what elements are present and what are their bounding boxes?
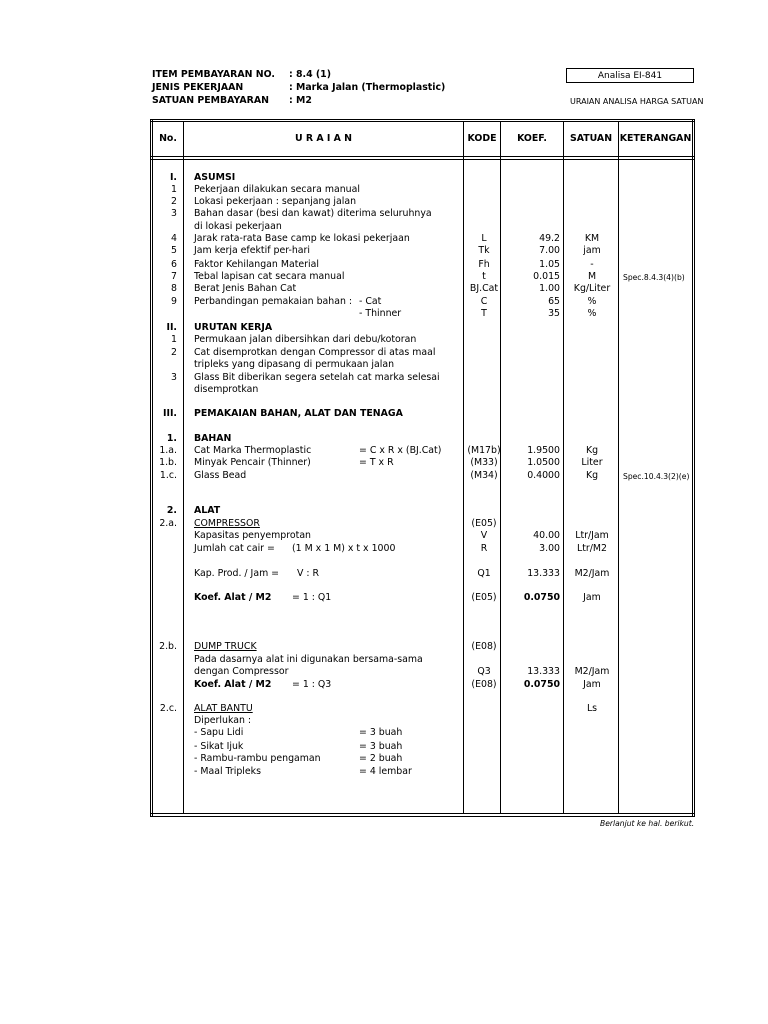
dump-truck-koef-label: Koef. Alat / M2: [194, 679, 272, 690]
satuan-pembayaran-label: SATUAN PEMBAYARAN: [152, 95, 269, 106]
asumsi-row-satuan: %: [587, 296, 597, 307]
bahan-row-kode: (M33): [470, 457, 498, 468]
kapasitas-satuan: Ltr/Jam: [575, 530, 609, 541]
asumsi-row-koef: 0.015: [533, 271, 560, 282]
dump-truck-koef-satuan: Jam: [583, 679, 601, 690]
kap-prod-koef: 13.333: [527, 568, 560, 579]
alat-bantu-satuan: Ls: [586, 703, 598, 714]
kap-prod-label: Kap. Prod. / Jam =: [194, 568, 280, 579]
bahan-row-koef: 1.9500: [527, 445, 560, 456]
right-double-line: [692, 119, 693, 817]
alat-bantu-item: - Sikat Ijuk: [194, 741, 244, 752]
asumsi-row-text: Jarak rata-rata Base camp ke lokasi pekerjaan: [194, 233, 410, 244]
asumsi-row-koef: 35: [548, 308, 560, 319]
jumlah-cat-label: Jumlah cat cair =: [194, 543, 275, 554]
alat-title: ALAT: [194, 505, 221, 516]
bahan-row-no: 1.a.: [159, 445, 177, 456]
jumlah-cat-koef: 3.00: [539, 543, 560, 554]
alat-bantu-qty: = 3 buah: [359, 741, 403, 752]
section-1-no: I.: [169, 172, 177, 183]
asumsi-row-koef: 7.00: [539, 245, 560, 256]
section-2-title: URUTAN KERJA: [194, 322, 273, 333]
compressor-kode: (E05): [471, 518, 497, 529]
asumsi-row-koef: 65: [548, 296, 560, 307]
asumsi-row-no: 1: [171, 184, 177, 195]
kapasitas-label: Kapasitas penyemprotan: [194, 530, 312, 541]
asumsi-row-satuan: jam: [583, 245, 601, 256]
asumsi-row-text: Tebal lapisan cat secara manual: [194, 271, 345, 282]
urutan-row-text: Permukaan jalan dibersihkan dari debu/kotoran: [194, 334, 417, 345]
col-header-satuan: SATUAN: [569, 133, 613, 144]
continuation-note: Berlanjut ke hal. berikut.: [600, 819, 695, 828]
alat-bantu-qty: = 2 buah: [359, 753, 403, 764]
bahan-row-kode: (M17b): [467, 445, 501, 456]
urutan-row-text: tripleks yang dipasang di permukaan jalan: [194, 359, 395, 370]
jenis-pekerjaan-label: JENIS PEKERJAAN: [152, 82, 244, 93]
header-bottom-line: [150, 156, 695, 157]
jumlah-cat-formula: (1 M x 1 M) x t x 1000: [292, 543, 396, 554]
asumsi-row-satuan: %: [587, 308, 597, 319]
asumsi-row-text: Pekerjaan dilakukan secara manual: [194, 184, 360, 195]
asumsi-row-no: 7: [171, 271, 177, 282]
kapasitas-kode: V: [480, 530, 488, 541]
bahan-row-text: Minyak Pencair (Thinner): [194, 457, 311, 468]
analisa-code: Analisa EI-841: [597, 71, 663, 81]
asumsi-row-satuan: -: [590, 259, 594, 270]
asumsi-row-no: 9: [171, 296, 177, 307]
analisa-box: [566, 68, 694, 83]
bahan-row-satuan: Kg: [585, 445, 599, 456]
urutan-row-text: Cat disemprotkan dengan Compressor di atas maal: [194, 347, 436, 358]
urutan-row-text: Glass Bit diberikan segera setelah cat marka selesai: [194, 372, 440, 383]
asumsi-row-no: 4: [171, 233, 177, 244]
jenis-pekerjaan-value: : Marka Jalan (Thermoplastic): [289, 82, 446, 93]
bottom-double-line: [150, 813, 695, 814]
alat-bantu-no: 2.c.: [159, 703, 177, 714]
dump-truck-koef-kode: (E08): [471, 679, 497, 690]
compressor-koef-kode: (E05): [471, 592, 497, 603]
kapasitas-koef: 40.00: [533, 530, 560, 541]
col-divider-no: [183, 121, 184, 814]
asumsi-row-koef: 1.00: [539, 283, 560, 294]
urutan-row-no: 2: [171, 347, 177, 358]
section-3-title: PEMAKAIAN BAHAN, ALAT DAN TENAGA: [194, 408, 403, 419]
alat-bantu-name: ALAT BANTU: [194, 703, 253, 714]
asumsi-row-kode: BJ.Cat: [469, 283, 499, 294]
bahan-row-formula: = T x R: [359, 457, 394, 468]
asumsi-row-sub: - Cat: [359, 296, 382, 307]
alat-bantu-item: - Rambu-rambu pengaman: [194, 753, 321, 764]
asumsi-row-koef: 1.05: [539, 259, 560, 270]
asumsi-row-sub: - Thinner: [359, 308, 402, 319]
dump-truck-q3-koef: 13.333: [527, 666, 560, 677]
compressor-koef-formula: = 1 : Q1: [292, 592, 332, 603]
alat-bantu-item: - Maal Tripleks: [194, 766, 261, 777]
asumsi-row-text: di lokasi pekerjaan: [194, 221, 282, 232]
urutan-row-no: 3: [171, 372, 177, 383]
asumsi-row-text: Bahan dasar (besi dan kawat) diterima seluruhnya: [194, 208, 432, 219]
section-2-no: II.: [166, 322, 177, 333]
bahan-row-formula: = C x R x (BJ.Cat): [359, 445, 442, 456]
bahan-row-keterangan: Spec.10.4.3(2)(e): [623, 472, 690, 481]
dump-truck-q3-kode: Q3: [477, 666, 491, 677]
dump-truck-koef-value: 0.0750: [523, 679, 560, 690]
urutan-row-text: disemprotkan: [194, 384, 259, 395]
satuan-pembayaran-value: : M2: [289, 95, 312, 106]
item-pembayaran-value: : 8.4 (1): [289, 69, 331, 80]
asumsi-row-text: Berat Jenis Bahan Cat: [194, 283, 297, 294]
col-header-uraian: U R A I A N: [295, 133, 352, 144]
dump-truck-no: 2.b.: [159, 641, 177, 652]
asumsi-row-no: 2: [171, 196, 177, 207]
asumsi-row-satuan: Kg/Liter: [573, 283, 611, 294]
col-header-kode: KODE: [467, 133, 497, 144]
bahan-row-text: Glass Bead: [194, 470, 247, 481]
bahan-row-no: 1.c.: [159, 470, 177, 481]
compressor-no: 2.a.: [159, 518, 177, 529]
bahan-title: BAHAN: [194, 433, 232, 444]
kap-prod-formula: V : R: [297, 568, 320, 579]
asumsi-row-kode: Tk: [478, 245, 490, 256]
section-1-title: ASUMSI: [194, 172, 236, 183]
asumsi-row-kode: L: [481, 233, 487, 244]
bahan-row-koef: 1.0500: [527, 457, 560, 468]
item-pembayaran-label: ITEM PEMBAYARAN NO.: [152, 69, 275, 80]
bahan-row-no: 1.b.: [159, 457, 177, 468]
section-3-no: III.: [162, 408, 177, 419]
asumsi-row-no: 5: [171, 245, 177, 256]
asumsi-row-text: Faktor Kehilangan Material: [194, 259, 319, 270]
diperlukan-label: Diperlukan :: [194, 715, 252, 726]
asumsi-row-kode: t: [482, 271, 486, 282]
dump-truck-kode: (E08): [471, 641, 497, 652]
asumsi-row-kode: C: [480, 296, 488, 307]
top-double-line: [150, 121, 695, 122]
dump-truck-desc-2: dengan Compressor: [194, 666, 289, 677]
asumsi-row-koef: 49.2: [539, 233, 560, 244]
asumsi-row-no: 8: [171, 283, 177, 294]
kap-prod-satuan: M2/Jam: [574, 568, 610, 579]
col-header-keterangan: KETERANGAN: [619, 133, 692, 144]
bahan-row-kode: (M34): [470, 470, 498, 481]
asumsi-row-text: Lokasi pekerjaan : sepanjang jalan: [194, 196, 357, 207]
jumlah-cat-kode: R: [480, 543, 488, 554]
compressor-name: COMPRESSOR: [194, 518, 260, 529]
header-bottom-line-2: [150, 159, 695, 160]
bahan-no: 1.: [166, 433, 177, 444]
kap-prod-kode: Q1: [477, 568, 491, 579]
compressor-koef-satuan: Jam: [583, 592, 601, 603]
dump-truck-desc-1: Pada dasarnya alat ini digunakan bersama-sama: [194, 654, 423, 665]
col-header-koef: KOEF.: [517, 133, 547, 144]
asumsi-row-kode: T: [481, 308, 487, 319]
asumsi-row-no: 6: [171, 259, 177, 270]
alat-no: 2.: [166, 505, 177, 516]
bahan-row-koef: 0.4000: [527, 470, 560, 481]
compressor-koef-value: 0.0750: [523, 592, 560, 603]
alat-bantu-qty: = 4 lembar: [359, 766, 412, 777]
asumsi-row-keterangan: Spec.8.4.3(4)(b): [623, 273, 685, 282]
bahan-row-text: Cat Marka Thermoplastic: [194, 445, 312, 456]
asumsi-row-text: Perbandingan pemakaian bahan :: [194, 296, 353, 307]
uraian-analisa-title: URAIAN ANALISA HARGA SATUAN: [570, 97, 704, 106]
asumsi-row-kode: Fh: [478, 259, 490, 270]
dump-truck-q3-satuan: M2/Jam: [574, 666, 610, 677]
alat-bantu-qty: = 3 buah: [359, 727, 403, 738]
alat-bantu-item: - Sapu Lidi: [194, 727, 244, 738]
jumlah-cat-satuan: Ltr/M2: [577, 543, 607, 554]
asumsi-row-no: 3: [171, 208, 177, 219]
urutan-row-no: 1: [171, 334, 177, 345]
dump-truck-koef-formula: = 1 : Q3: [292, 679, 332, 690]
asumsi-row-text: Jam kerja efektif per-hari: [194, 245, 310, 256]
asumsi-row-satuan: KM: [584, 233, 600, 244]
compressor-koef-label: Koef. Alat / M2: [194, 592, 272, 603]
bahan-row-satuan: Kg: [585, 470, 599, 481]
col-header-no: No.: [159, 133, 177, 144]
asumsi-row-satuan: M: [587, 271, 597, 282]
bahan-row-satuan: Liter: [581, 457, 603, 468]
dump-truck-name: DUMP TRUCK: [194, 641, 257, 652]
